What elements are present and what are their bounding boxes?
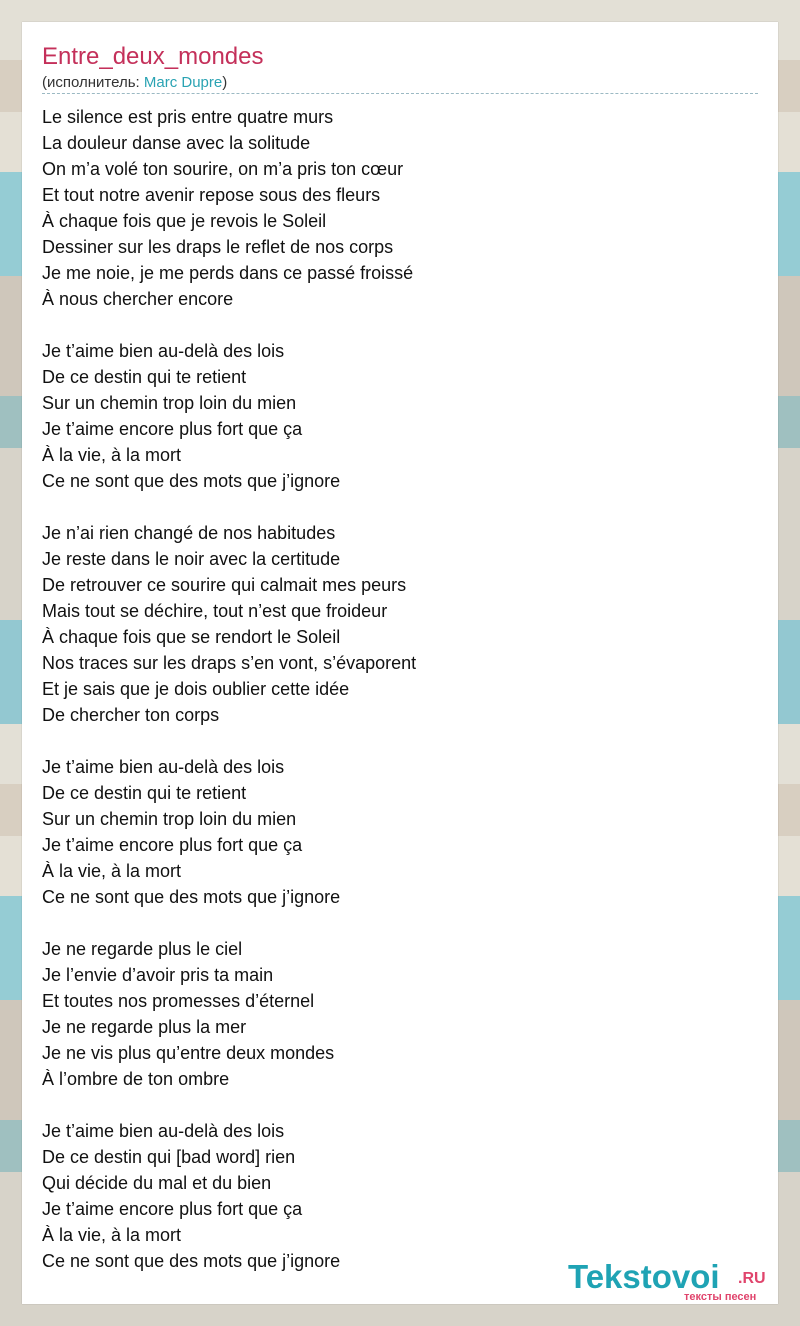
lyric-line: De ce destin qui te retient [42,367,247,387]
lyric-line: Mais tout se déchire, tout n’est que froideur [42,601,388,621]
lyric-line: À chaque fois que je revois le Soleil [42,211,327,231]
lyric-line: Qui décide du mal et du bien [42,1173,272,1193]
lyric-line: Je t’aime encore plus fort que ça [42,835,303,855]
artist-prefix: (исполнитель: [42,74,144,91]
lyric-line: Je reste dans le noir avec la certitude [42,549,341,569]
lyric-line: Je me noie, je me perds dans ce passé froissé [42,263,414,283]
logo-domain: .RU [738,1270,766,1287]
lyric-line: De ce destin qui [bad word] rien [42,1147,296,1167]
lyric-line: À chaque fois que se rendort le Soleil [42,627,341,647]
lyric-line: Je t’aime encore plus fort que ça [42,419,303,439]
lyric-line: Je t’aime encore plus fort que ça [42,1199,303,1219]
lyric-line: À la vie, à la mort [42,861,182,881]
lyric-line: Je ne regarde plus le ciel [42,939,243,959]
lyric-line: Je t’aime bien au-delà des lois [42,757,285,777]
lyrics-stanza [42,520,416,728]
lyric-line: Ce ne sont que des mots que j’ignore [42,887,341,907]
lyric-line: Sur un chemin trop loin du mien [42,809,297,829]
lyric-line: Je ne vis plus qu’entre deux mondes [42,1043,335,1063]
lyric-line: Et je sais que je dois oublier cette idée [42,679,350,699]
artist-suffix: ) [222,74,228,91]
lyric-line: À la vie, à la mort [42,1225,182,1245]
lyrics-stanza [42,338,416,494]
lyrics-stanza [42,754,416,910]
lyrics-stanza [42,1118,416,1274]
lyric-line: De ce destin qui te retient [42,783,247,803]
lyrics-body [42,104,416,1274]
artist-link[interactable]: Marc Dupre [143,74,223,91]
lyric-line: Je l’envie d’avoir pris ta main [42,965,274,985]
lyric-line: De retrouver ce sourire qui calmait mes peurs [42,575,407,595]
lyrics-stanza [42,104,416,312]
header-divider [42,93,758,94]
lyric-line: Ce ne sont que des mots que j’ignore [42,1251,341,1271]
logo-wordmark: Tekstovoi [568,1258,720,1295]
lyrics-stanza [42,936,416,1092]
lyric-line: On m’a volé ton sourire, on m’a pris ton cœur [42,159,404,179]
artist-line [42,73,227,93]
lyric-line: Je n’ai rien changé de nos habitudes [42,523,336,543]
lyric-line: Et tout notre avenir repose sous des fleurs [42,185,381,205]
lyric-line: Et toutes nos promesses d’éternel [42,991,315,1011]
lyrics-card [22,22,778,1304]
site-logo[interactable] [568,1259,778,1303]
lyric-line: La douleur danse avec la solitude [42,133,311,153]
lyric-line: À nous chercher encore [42,289,234,309]
lyric-line: Sur un chemin trop loin du mien [42,393,297,413]
lyric-line: Je t’aime bien au-delà des lois [42,341,285,361]
lyric-line: De chercher ton corps [42,705,220,725]
lyric-line: À l’ombre de ton ombre [42,1069,230,1089]
lyric-line: Ce ne sont que des mots que j’ignore [42,471,341,491]
song-title: Entre_deux_mondes [42,43,264,70]
lyric-line: À la vie, à la mort [42,445,182,465]
lyric-line: Nos traces sur les draps s’en vont, s’évaporent [42,653,417,673]
lyric-line: Dessiner sur les draps le reflet de nos corps [42,237,394,257]
lyric-line: Je t’aime bien au-delà des lois [42,1121,285,1141]
logo-tagline: тексты песен [684,1291,757,1303]
lyric-line: Je ne regarde plus la mer [42,1017,247,1037]
lyric-line: Le silence est pris entre quatre murs [42,107,334,127]
